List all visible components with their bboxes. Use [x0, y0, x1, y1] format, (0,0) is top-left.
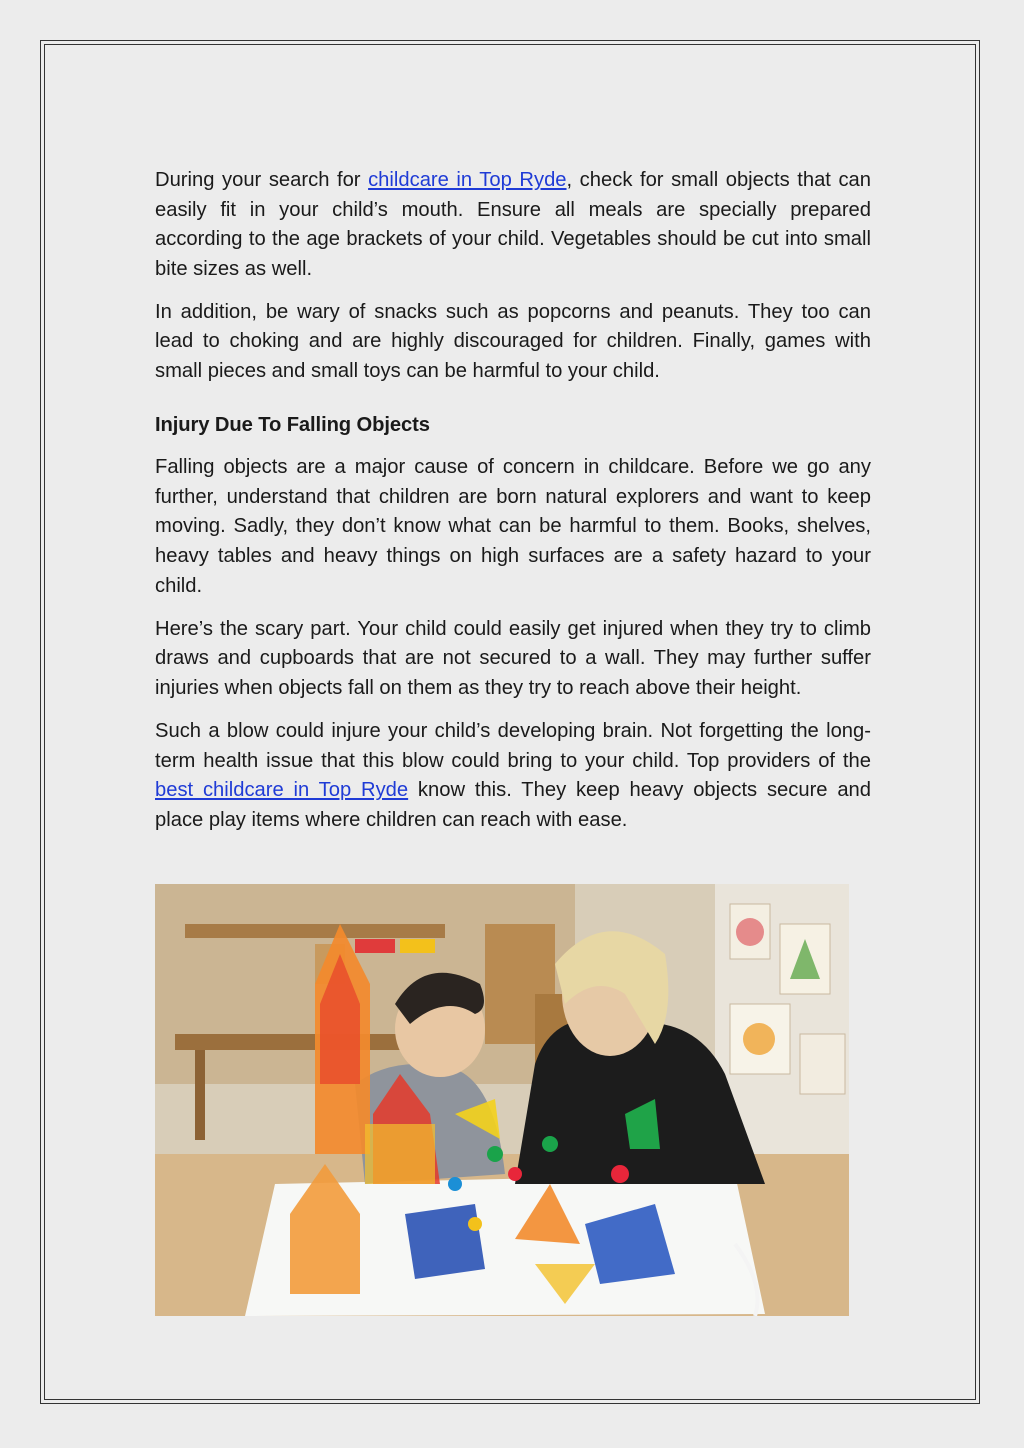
paragraph-text: know this. They keep heavy objects secure and place play items where children can reach with ease.	[155, 779, 872, 831]
best-childcare-top-ryde-link[interactable]: best childcare in Top Ryde	[155, 779, 409, 802]
paragraph-snacks: In addition, be wary of snacks such as popcorns and peanuts. They too can lead to choking and are highly discouraged for children. Finally, games with small pieces and small toys can be harmful to your child.	[155, 300, 871, 383]
childcare-top-ryde-link[interactable]: childcare in Top Ryde	[368, 169, 567, 191]
paragraph-small-objects	[155, 166, 871, 284]
paragraph-scary-part: Here’s the scary part. Your child could easily get injured when they try to climb draws and cupboards that are not secured to a wall. They may further suffer injuries when objects fall on them as they try to reach above their height.	[155, 617, 871, 699]
paragraph-falling-objects: Falling objects are a major cause of concern in childcare. Before we go any further, understand that children are born natural explorers and want to keep moving. Sadly, they don’t know what can be harmful to them. Books, shelves, heavy tables and heavy things on high surfaces are a safety hazard to your child.	[155, 456, 871, 597]
childcare-photo	[155, 884, 849, 1316]
paragraph-text: During your search for	[155, 169, 369, 191]
paragraph-text: Such a blow could injure your child’s developing brain. Not forgetting the long-term health issue that this blow could bring to your child. Top providers of the	[155, 720, 871, 772]
document-body	[155, 166, 871, 849]
section-heading: Injury Due To Falling Objects	[155, 413, 430, 436]
childcare-photo-illustration	[155, 884, 849, 1316]
paragraph-blow	[155, 717, 871, 835]
paragraph-text: , check for small objects that can easily fit in your child’s mouth. Ensure all meals are specially prepared according to the age brackets of your child. Vegetables should be cut into small bite sizes as well.	[155, 169, 871, 280]
